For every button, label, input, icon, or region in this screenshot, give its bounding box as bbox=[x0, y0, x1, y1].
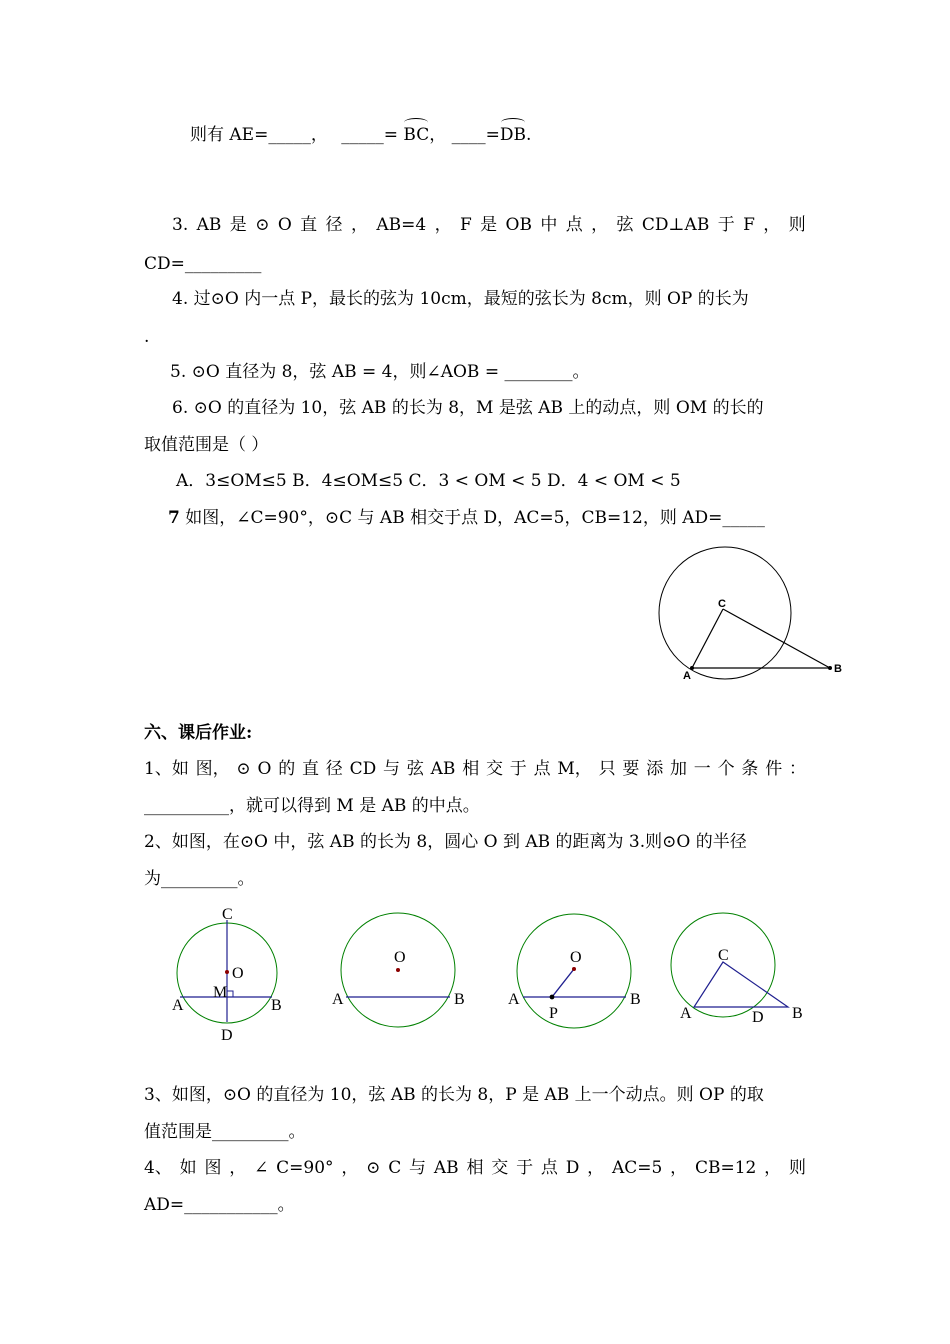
fig1-label-o: O bbox=[232, 965, 244, 982]
q3-token: 点 bbox=[565, 215, 583, 235]
fig4-label-a: A bbox=[680, 1005, 692, 1022]
q3-token: ， bbox=[591, 215, 609, 235]
h3-line: 3、如图，⊙O 的直径为 10，弦 AB 的长为 8，P 是 AB 上一个动点。则 OP 的取 bbox=[144, 1085, 764, 1105]
arc-db: DB bbox=[499, 125, 527, 145]
h1-token: 直 bbox=[302, 759, 319, 779]
q7-circle bbox=[659, 547, 791, 679]
fig1-label-m: M bbox=[213, 984, 228, 1001]
h1-token: 于 bbox=[509, 759, 527, 779]
line1-c: ， ____= bbox=[429, 125, 500, 145]
fig3-label-p: P bbox=[549, 1005, 558, 1022]
h4-token: 交 bbox=[491, 1158, 509, 1178]
h4-token: 于 bbox=[516, 1158, 534, 1178]
h1-token: 图， bbox=[195, 759, 230, 779]
fig4-triangle bbox=[694, 962, 788, 1007]
q7-point-b bbox=[828, 666, 832, 670]
q3-token: 于 bbox=[717, 215, 735, 235]
h4-token: AC=5 bbox=[611, 1158, 663, 1178]
figure-2 bbox=[332, 913, 465, 1027]
q7-figure bbox=[650, 538, 850, 688]
h4-token: ， bbox=[229, 1158, 247, 1178]
line1-ae: 则有 AE=_____， bbox=[190, 125, 328, 145]
h4-token: C bbox=[388, 1158, 402, 1178]
h1-token: 交 bbox=[486, 759, 503, 779]
fig1-label-c: C bbox=[222, 906, 233, 923]
q3-token: 是 bbox=[229, 215, 247, 235]
h4-token: 如 bbox=[179, 1158, 197, 1178]
q3-answer: CD=_________ bbox=[144, 254, 262, 274]
h1-token: CD bbox=[349, 759, 377, 779]
q7-line bbox=[168, 507, 765, 529]
h1-token: 条 bbox=[741, 759, 759, 779]
fig2-label-b: B bbox=[454, 991, 465, 1008]
q7-segment-cb bbox=[723, 609, 830, 668]
h1-token: AB bbox=[430, 759, 456, 779]
q6-line: 6. ⊙O 的直径为 10，弦 AB 的长为 8，M 是弦 AB 上的动点，则 OM 的长的 bbox=[172, 398, 764, 418]
h3-line2: 值范围是_________。 bbox=[144, 1122, 306, 1142]
fig4-label-c: C bbox=[718, 947, 729, 964]
h1-token: 与 bbox=[383, 759, 401, 779]
fig1-center bbox=[225, 970, 229, 974]
fig1-right-angle bbox=[227, 991, 233, 997]
q3-token: ， bbox=[434, 215, 452, 235]
q3-token: AB=4 bbox=[376, 215, 427, 235]
fig4-label-d: D bbox=[752, 1009, 764, 1026]
figure-1 bbox=[172, 906, 282, 1044]
q3-token: 是 bbox=[480, 215, 498, 235]
fig1-label-b: B bbox=[271, 997, 282, 1014]
q7-segment-ac bbox=[692, 609, 723, 668]
fig3-segment-op bbox=[552, 969, 574, 997]
h1-token: O bbox=[257, 759, 272, 779]
arc-bc: BC bbox=[403, 125, 430, 145]
fig1-label-d: D bbox=[221, 1027, 233, 1044]
q6-line2: 取值范围是（ ） bbox=[144, 435, 269, 455]
q3-token: 弦 bbox=[616, 215, 634, 235]
h4-token: 相 bbox=[466, 1158, 484, 1178]
h1-token: 弦 bbox=[406, 759, 424, 779]
line1-blanks bbox=[190, 124, 531, 146]
fig3-center bbox=[572, 967, 576, 971]
h4-token: 4、 bbox=[144, 1158, 172, 1178]
homework-figures bbox=[160, 900, 803, 1050]
h1-token: 的 bbox=[278, 759, 296, 779]
h4-token: AB bbox=[433, 1158, 459, 1178]
q7-text: 如图，∠C=90°，⊙C 与 AB 相交于点 D，AC=5，CB=12，则 AD=_____ bbox=[179, 508, 765, 528]
h4-token: ， bbox=[764, 1158, 782, 1178]
fig4-label-b: B bbox=[792, 1005, 803, 1022]
h1-token: 相 bbox=[462, 759, 480, 779]
q3-token: 则 bbox=[788, 215, 806, 235]
line1-end: . bbox=[526, 125, 532, 145]
q5-line: 5. ⊙O 直径为 8，弦 AB = 4，则∠AOB = ________。 bbox=[170, 362, 590, 382]
q4-line: 4. 过⊙O 内一点 P，最长的弦为 10cm，最短的弦长为 8cm，则 OP 的长为 bbox=[172, 289, 749, 309]
h4-token: ， bbox=[670, 1158, 688, 1178]
h1-token: 加 bbox=[670, 759, 687, 779]
fig3-label-o: O bbox=[570, 949, 582, 966]
fig3-label-b: B bbox=[630, 991, 641, 1008]
fig3-label-a: A bbox=[508, 991, 520, 1008]
q7-label-a: A bbox=[683, 670, 691, 682]
h1-token: 只 bbox=[598, 759, 616, 779]
h4-token: ， bbox=[587, 1158, 605, 1178]
h1-line bbox=[144, 758, 806, 780]
h4-line bbox=[144, 1157, 806, 1179]
h4-token: ⊙ bbox=[366, 1158, 381, 1178]
q3-token: AB bbox=[196, 215, 222, 235]
h1-token: M， bbox=[557, 759, 592, 779]
h4-token: 点 bbox=[540, 1158, 558, 1178]
h4-token: 与 bbox=[409, 1158, 427, 1178]
h4-token: D bbox=[565, 1158, 580, 1178]
q4-cont: . bbox=[144, 327, 150, 347]
q7-number: 7 bbox=[168, 508, 180, 528]
h4-line2: AD=___________。 bbox=[144, 1195, 295, 1215]
line1-b: _____= bbox=[341, 125, 398, 145]
h1-token: 个 bbox=[717, 759, 735, 779]
h1-token: 一 bbox=[693, 759, 711, 779]
h1-token: ⊙ bbox=[236, 759, 251, 779]
q3-token: OB bbox=[505, 215, 532, 235]
figure-4 bbox=[671, 913, 803, 1026]
h4-token: 则 bbox=[788, 1158, 806, 1178]
h1-token: 要 bbox=[622, 759, 640, 779]
q6-options: A．3≤OM≤5 B．4≤OM≤5 C．3 < OM < 5 D．4 < OM < 5 bbox=[176, 471, 681, 491]
h1-token: ： bbox=[788, 759, 806, 779]
h4-token: ， bbox=[341, 1158, 359, 1178]
h2-line: 2、如图，在⊙O 中，弦 AB 的长为 8，圆心 O 到 AB 的距离为 3.则⊙O 的半径 bbox=[144, 832, 747, 852]
figure-3 bbox=[508, 914, 641, 1028]
q3-token: O bbox=[277, 215, 292, 235]
h1-token: 添 bbox=[646, 759, 664, 779]
fig2-label-a: A bbox=[332, 991, 344, 1008]
h4-token: C=90° bbox=[276, 1158, 334, 1178]
q3-token: 直 bbox=[300, 215, 318, 235]
q3-token: 3. bbox=[172, 215, 189, 235]
h1-token: 径 bbox=[325, 759, 343, 779]
q3-token: F bbox=[459, 215, 472, 235]
q3-token: 中 bbox=[540, 215, 558, 235]
q7-label-c: C bbox=[718, 598, 726, 610]
fig4-circle bbox=[671, 913, 775, 1017]
fig2-label-o: O bbox=[394, 949, 406, 966]
q3-token: ⊙ bbox=[255, 215, 270, 235]
q7-label-b: B bbox=[834, 663, 842, 675]
h4-token: ∠ bbox=[254, 1158, 269, 1178]
q3-token: ， bbox=[763, 215, 781, 235]
h1-token: 件 bbox=[765, 759, 783, 779]
q3-token: F bbox=[743, 215, 755, 235]
q3-token: ， bbox=[350, 215, 368, 235]
fig1-label-a: A bbox=[172, 997, 184, 1014]
h1-token: 1、如 bbox=[144, 759, 189, 779]
fig2-center bbox=[396, 968, 400, 972]
fig3-point-p bbox=[550, 995, 555, 1000]
q3-token: 径 bbox=[325, 215, 343, 235]
h2-line2: 为_________。 bbox=[144, 869, 255, 889]
q3-line bbox=[172, 214, 806, 236]
h4-token: 图 bbox=[204, 1158, 222, 1178]
section-title: 六、课后作业: bbox=[144, 723, 253, 743]
h4-token: CB=12 bbox=[694, 1158, 757, 1178]
h1-token: 点 bbox=[533, 759, 551, 779]
q3-token: CD⊥AB bbox=[641, 215, 710, 235]
h1-line2: __________，就可以得到 M 是 AB 的中点。 bbox=[144, 796, 480, 816]
